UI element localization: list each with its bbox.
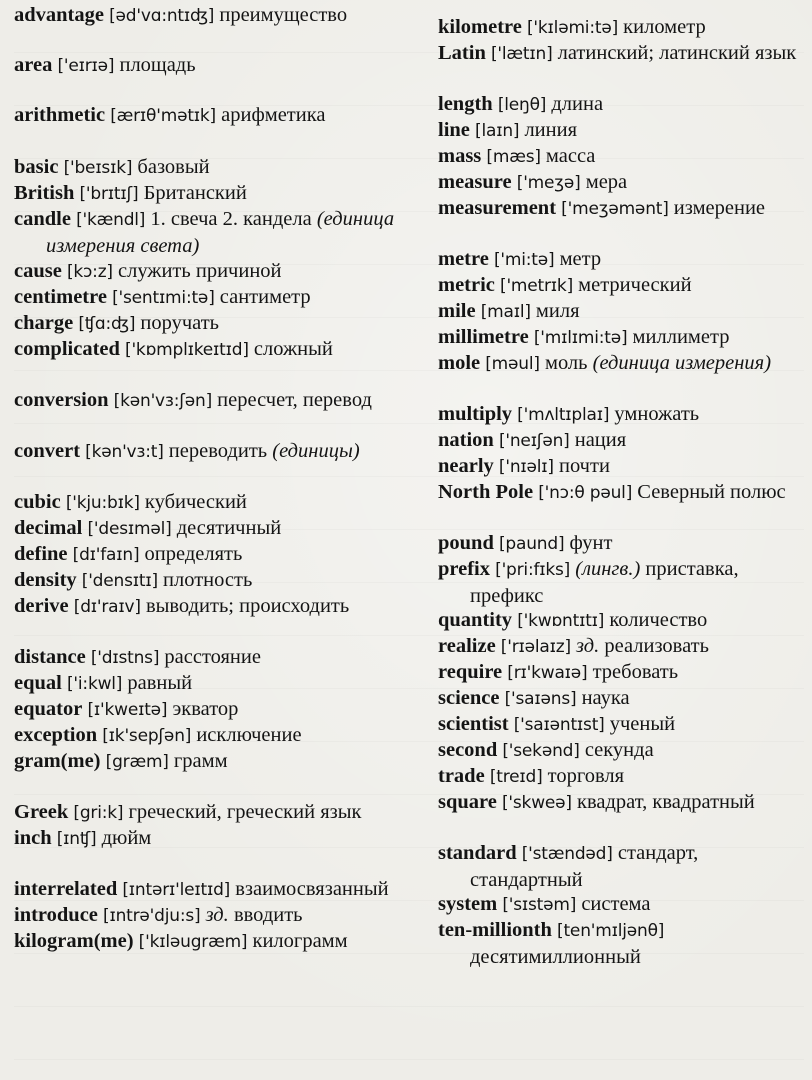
transcription: [ʧɑ:ʤ] (78, 314, 136, 334)
transcription: ['metrɪk] (500, 276, 574, 296)
transcription: [kɔ:z] (66, 262, 113, 282)
headword: system (438, 893, 498, 915)
headword: length (438, 93, 493, 115)
headword: inch (14, 827, 52, 849)
transcription: ['pri:fɪks] (495, 560, 571, 580)
headword: scientist (438, 713, 509, 735)
headword: arithmetic (14, 104, 106, 126)
headword: nearly (438, 455, 494, 477)
transcription: ['kwɒntɪtɪ] (517, 611, 605, 631)
translation: Британский (143, 182, 247, 204)
translation: метр (559, 248, 602, 270)
transcription: ['dɪstns] (90, 648, 160, 668)
translation: нация (574, 429, 627, 451)
headword: measure (438, 171, 512, 193)
transcription: [ten'mɪljənθ] (557, 921, 665, 941)
translation: ученый (609, 713, 676, 735)
translation: переводить (168, 440, 268, 462)
vocabulary-entry (438, 479, 810, 506)
headword: require (438, 661, 503, 683)
transcription: ['lætɪn] (490, 44, 553, 64)
transcription: ['meʒə] (516, 173, 581, 193)
headword: realize (438, 635, 496, 657)
transcription: [ɪntrə'dju:s] (103, 906, 201, 926)
transcription: ['kɒmplɪkeɪtɪd] (125, 340, 249, 360)
vocabulary-entry (438, 324, 810, 351)
translation: стандарт, стандартный (470, 842, 699, 891)
translation: моль (544, 352, 588, 374)
translation: десятичный (176, 517, 282, 539)
headword: second (438, 739, 498, 761)
translation: служить причиной (117, 260, 282, 282)
headword: Greek (14, 801, 69, 823)
vocabulary-entry (14, 825, 418, 852)
transcription: [ɪ'kweɪtə] (87, 700, 168, 720)
headword: equator (14, 698, 83, 720)
vocabulary-entry (438, 737, 810, 764)
translation: метрический (578, 274, 692, 296)
headword: cause (14, 260, 62, 282)
vocabulary-entry (438, 891, 810, 918)
headword: conversion (14, 389, 109, 411)
transcription: [ɪnʧ] (56, 829, 97, 849)
headword: square (438, 791, 497, 813)
transcription: ['i:kwl] (66, 674, 123, 694)
transcription: [dɪ'raɪv] (73, 597, 141, 617)
vocabulary-entry (14, 799, 418, 826)
vocabulary-entry (14, 876, 418, 903)
translation: линия (524, 119, 578, 141)
translation: исключение (196, 724, 302, 746)
headword: millimetre (438, 326, 529, 348)
headword: decimal (14, 517, 83, 539)
transcription: [ɪk'sepʃən] (102, 726, 192, 746)
vocabulary-entry (438, 917, 810, 970)
translation: базовый (137, 156, 210, 178)
vocabulary-entry (438, 272, 810, 299)
transcription: ['nɔ:θ pəul] (538, 483, 633, 503)
transcription: ['saɪəntɪst] (513, 715, 605, 735)
transcription: ['sekənd] (502, 741, 580, 761)
vocabulary-entry (438, 401, 810, 428)
transcription: ['sentɪmi:tə] (112, 288, 215, 308)
translation: плотность (163, 569, 253, 591)
vocabulary-entry (438, 14, 810, 41)
transcription: ['kændl] (76, 210, 146, 230)
transcription: ['kɪləmi:tə] (527, 18, 619, 38)
transcription: ['mʌltɪplaɪ] (517, 405, 610, 425)
headword: advantage (14, 4, 104, 26)
vocabulary-entry (438, 711, 810, 738)
vocabulary-entry (438, 556, 810, 609)
usage-note: зд. (205, 904, 229, 926)
vocabulary-entry (14, 515, 418, 542)
translation-tail: вводить (233, 904, 303, 926)
vocabulary-entry (14, 696, 418, 723)
headword: Latin (438, 42, 486, 64)
headword: standard (438, 842, 517, 864)
vocabulary-entry (438, 195, 810, 222)
vocabulary-entry (14, 902, 418, 929)
translation: 1. свеча 2. кандела (150, 208, 312, 230)
transcription: ['skweə] (501, 793, 572, 813)
usage-note: (лингв.) (575, 558, 641, 580)
headword: North Pole (438, 481, 534, 503)
translation: расстояние (164, 646, 261, 668)
headword: charge (14, 312, 74, 334)
vocabulary-entry (438, 169, 810, 196)
translation: площадь (119, 54, 196, 76)
headword: prefix (438, 558, 491, 580)
translation: равный (127, 672, 193, 694)
translation: грамм (173, 750, 228, 772)
vocabulary-entry (14, 644, 418, 671)
headword: cubic (14, 491, 61, 513)
transcription: [gri:k] (73, 803, 124, 823)
transcription: ['meʒəmənt] (561, 199, 669, 219)
translation: сложный (253, 338, 333, 360)
vocabulary-entry (438, 607, 810, 634)
transcription: [leŋθ] (497, 95, 547, 115)
translation: система (581, 893, 651, 915)
transcription: [treɪd] (489, 767, 543, 787)
transcription: [dɪ'faɪn] (72, 545, 140, 565)
translation: пересчет, перевод (217, 389, 372, 411)
translation-tail: приставка, префикс (470, 558, 739, 607)
transcription: [græm] (105, 752, 169, 772)
translation: кубический (144, 491, 247, 513)
translation: квадрат, квадратный (576, 791, 755, 813)
translation: километр (623, 16, 706, 38)
vocabulary-entry (14, 722, 418, 749)
translation: Северный полюс (637, 481, 786, 503)
vocabulary-entry (14, 593, 418, 620)
vocabulary-entry (14, 928, 418, 955)
headword: density (14, 569, 77, 591)
headword: ten-millionth (438, 919, 552, 941)
vocabulary-entry (14, 310, 418, 337)
headword: mole (438, 352, 481, 374)
headword: candle (14, 208, 71, 230)
vocabulary-entry (438, 427, 810, 454)
vocabulary-entry (438, 763, 810, 790)
headword: exception (14, 724, 98, 746)
vocabulary-entry (438, 91, 810, 118)
transcription: ['desɪməl] (87, 519, 172, 539)
headword: nation (438, 429, 494, 451)
vocabulary-entry (438, 117, 810, 144)
vocabulary-entry (14, 489, 418, 516)
translation: килограмм (252, 930, 348, 952)
translation: греческий, греческий язык (128, 801, 362, 823)
headword: basic (14, 156, 59, 178)
usage-note: (единица измерения) (592, 352, 772, 374)
headword: define (14, 543, 68, 565)
transcription: [mæs] (486, 147, 541, 167)
transcription: ['saɪəns] (504, 689, 577, 709)
transcription: [laɪn] (475, 121, 520, 141)
translation-tail: реализовать (604, 635, 709, 657)
transcription: ['neɪʃən] (498, 431, 570, 451)
vocabulary-entry (438, 350, 810, 377)
transcription: ['mɪlɪmi:tə] (533, 328, 628, 348)
vocabulary-entry (438, 685, 810, 712)
vocabulary-entry (438, 40, 810, 67)
translation: выводить; происходить (145, 595, 350, 617)
transcription: [kən'vɜ:t] (85, 442, 164, 462)
translation: измерение (673, 197, 766, 219)
headword: quantity (438, 609, 513, 631)
vocabulary-entry (14, 180, 418, 207)
headword: area (14, 54, 53, 76)
headword: metre (438, 248, 489, 270)
transcription: [məul] (485, 354, 540, 374)
headword: gram(me) (14, 750, 101, 772)
headword: equal (14, 672, 62, 694)
vocabulary-entry (438, 453, 810, 480)
headword: derive (14, 595, 69, 617)
translation: десятимиллионный (470, 946, 641, 968)
headword: British (14, 182, 75, 204)
translation: арифметика (221, 104, 326, 126)
headword: interrelated (14, 878, 118, 900)
headword: science (438, 687, 500, 709)
transcription: ['nɪəlɪ] (498, 457, 554, 477)
translation: требовать (592, 661, 679, 683)
headword: mass (438, 145, 482, 167)
transcription: ['brɪtɪʃ] (79, 184, 139, 204)
transcription: ['mi:tə] (493, 250, 555, 270)
headword: introduce (14, 904, 98, 926)
translation: секунда (584, 739, 654, 761)
vocabulary-entry (14, 52, 418, 79)
translation: наука (581, 687, 630, 709)
translation: количество (609, 609, 708, 631)
translation: миля (535, 300, 580, 322)
transcription: ['eɪrɪə] (57, 56, 115, 76)
transcription: [rɪ'kwaɪə] (507, 663, 588, 683)
vocabulary-entry (438, 298, 810, 325)
vocabulary-entry (14, 438, 418, 465)
transcription: [paund] (498, 534, 565, 554)
headword: mile (438, 300, 476, 322)
translation: торговля (547, 765, 625, 787)
vocabulary-entry (438, 530, 810, 557)
transcription: [maɪl] (480, 302, 531, 322)
translation: фунт (569, 532, 613, 554)
transcription: ['beɪsɪk] (63, 158, 133, 178)
translation: почти (558, 455, 610, 477)
headword: kilogram(me) (14, 930, 134, 952)
translation: дюйм (101, 827, 152, 849)
transcription: ['densɪtɪ] (81, 571, 158, 591)
translation: определять (144, 543, 243, 565)
headword: centimetre (14, 286, 107, 308)
translation: миллиметр (632, 326, 730, 348)
usage-note: (единицы) (272, 440, 360, 462)
vocabulary-entry (438, 246, 810, 273)
headword: measurement (438, 197, 557, 219)
headword: convert (14, 440, 81, 462)
usage-note: (единица измерения света) (46, 208, 395, 257)
transcription: ['rɪəlaɪz] (500, 637, 571, 657)
transcription: ['stændəd] (521, 844, 613, 864)
transcription: [kən'vɜ:ʃən] (113, 391, 213, 411)
headword: kilometre (438, 16, 522, 38)
headword: distance (14, 646, 86, 668)
headword: metric (438, 274, 495, 296)
translation: длина (551, 93, 604, 115)
vocabulary-entry (14, 284, 418, 311)
translation: экватор (172, 698, 239, 720)
usage-note: зд. (576, 635, 600, 657)
transcription: ['sɪstəm] (502, 895, 577, 915)
translation: масса (545, 145, 596, 167)
headword: complicated (14, 338, 120, 360)
translation: латинский; латинский язык (557, 42, 797, 64)
vocabulary-entry (14, 206, 418, 259)
translation: мера (585, 171, 628, 193)
transcription: [ærɪθ'mətɪk] (110, 106, 216, 126)
headword: multiply (438, 403, 513, 425)
vocabulary-entry (14, 154, 418, 181)
vocabulary-entry (14, 670, 418, 697)
transcription: ['kɪləugræm] (138, 932, 248, 952)
translation: умножать (614, 403, 700, 425)
transcription: [əd'vɑ:ntɪʤ] (109, 6, 215, 26)
translation: сантиметр (219, 286, 311, 308)
headword: pound (438, 532, 494, 554)
vocabulary-entry (14, 102, 418, 129)
vocabulary-entry (438, 633, 810, 660)
vocabulary-entry (14, 336, 418, 363)
headword: line (438, 119, 470, 141)
vocabulary-entry (438, 840, 810, 893)
transcription: ['kju:bɪk] (65, 493, 140, 513)
vocabulary-entry (438, 659, 810, 686)
transcription: [ɪntərɪ'leɪtɪd] (122, 880, 231, 900)
vocabulary-entry (14, 567, 418, 594)
vocabulary-entry (14, 541, 418, 568)
translation: взаимосвязанный (235, 878, 389, 900)
vocabulary-entry (14, 387, 418, 414)
vocabulary-entry (438, 143, 810, 170)
translation: преимущество (219, 4, 348, 26)
vocabulary-entry (438, 789, 810, 816)
vocabulary-entry (14, 2, 418, 29)
vocabulary-entry (14, 748, 418, 775)
translation: поручать (140, 312, 220, 334)
vocabulary-entry (14, 258, 418, 285)
headword: trade (438, 765, 485, 787)
